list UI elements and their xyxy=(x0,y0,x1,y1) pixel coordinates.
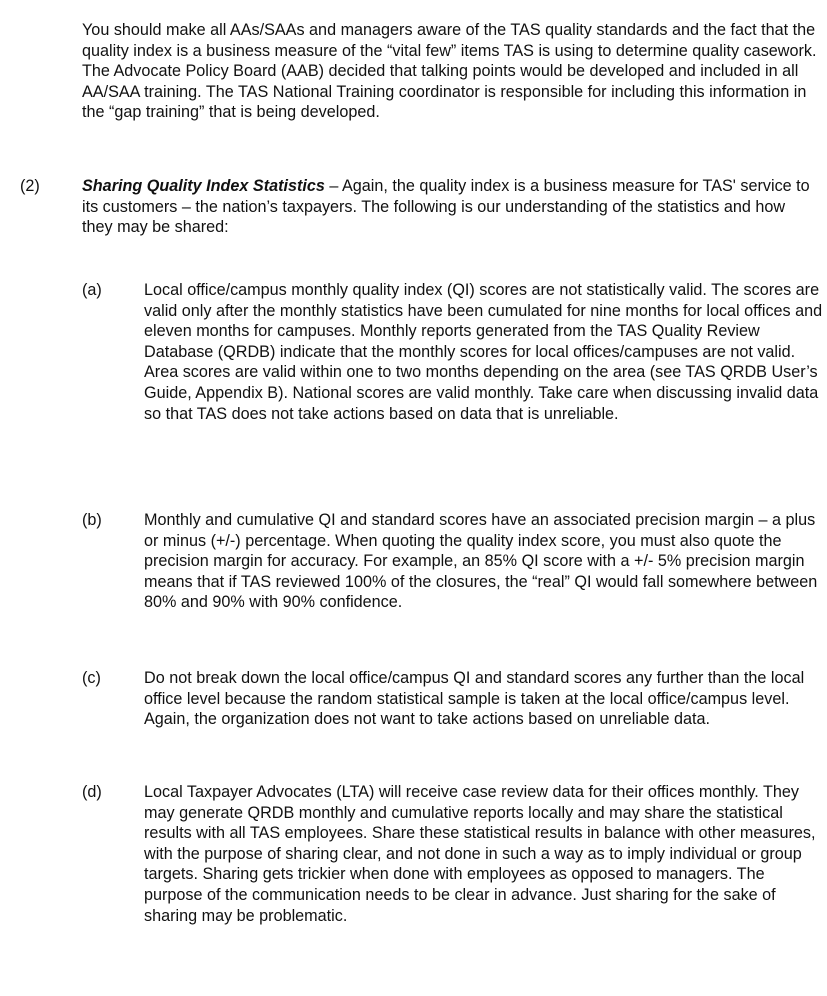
intro-paragraph: You should make all AAs/SAAs and managers aware of the TAS quality standards and the fact that the quality index is a business measure of the “vital few” items TAS is using to determine quality casework. The Advocate Policy Board (AAB) decided that talking points would be developed and included in all AA/SAA training. The TAS National Training coordinator is responsible for including this information in the “gap training” that is being developed. xyxy=(82,21,817,122)
item-label: (b) xyxy=(82,511,102,529)
section-number: (2) xyxy=(20,177,40,195)
item-text: Do not break down the local office/campus QI and standard scores any further than the local office level because the random statistical sample is taken at the local office/campus level. Again, the organization does not want to take actions based on unreliable data. xyxy=(144,669,805,729)
section-heading: Sharing Quality Index Statistics xyxy=(82,177,325,195)
item-label: (d) xyxy=(82,783,102,801)
section-body xyxy=(82,176,817,238)
section-intro-text: – Again, the quality index is a business measure for TAS' service to its customers – the nation’s taxpayers. The following is our understanding of the statistics and how they may be shared: xyxy=(82,177,810,237)
item-label: (a) xyxy=(82,281,102,299)
item-text: Local office/campus monthly quality index (QI) scores are not statistically valid. The scores are valid only after the monthly statistics have been cumulated for nine months for local offices and eleven months for campuses. Monthly reports generated from the TAS Quality Review Database (QRDB) indicate that the monthly scores for local offices/campuses are not valid. Area scores are valid within one to two months depending on the area (see TAS QRDB User’s Guide, Appendix B). National scores are valid monthly. Take care when discussing invalid data so that TAS does not take actions based on data that is unreliable. xyxy=(144,281,823,423)
item-text: Local Taxpayer Advocates (LTA) will receive case review data for their offices monthly. They may generate QRDB monthly and cumulative reports locally and may share the statistical results with all TAS employees. Share these statistical results in balance with other measures, with the purpose of sharing clear, and not done in such a way as to imply individual or group targets. Sharing gets trickier when done with employees as opposed to managers. The purpose of the communication needs to be clear in advance. Just sharing for the sake of sharing may be problematic. xyxy=(144,783,816,925)
item-label: (c) xyxy=(82,669,101,687)
item-text: Monthly and cumulative QI and standard scores have an associated precision margin – a plus or minus (+/-) percentage. When quoting the quality index score, you must also quote the precision margin for accuracy. For example, an 85% QI score with a +/- 5% precision margin means that if TAS reviewed 100% of the closures, the “real” QI would fall somewhere between 80% and 90% with 90% confidence. xyxy=(144,511,818,612)
